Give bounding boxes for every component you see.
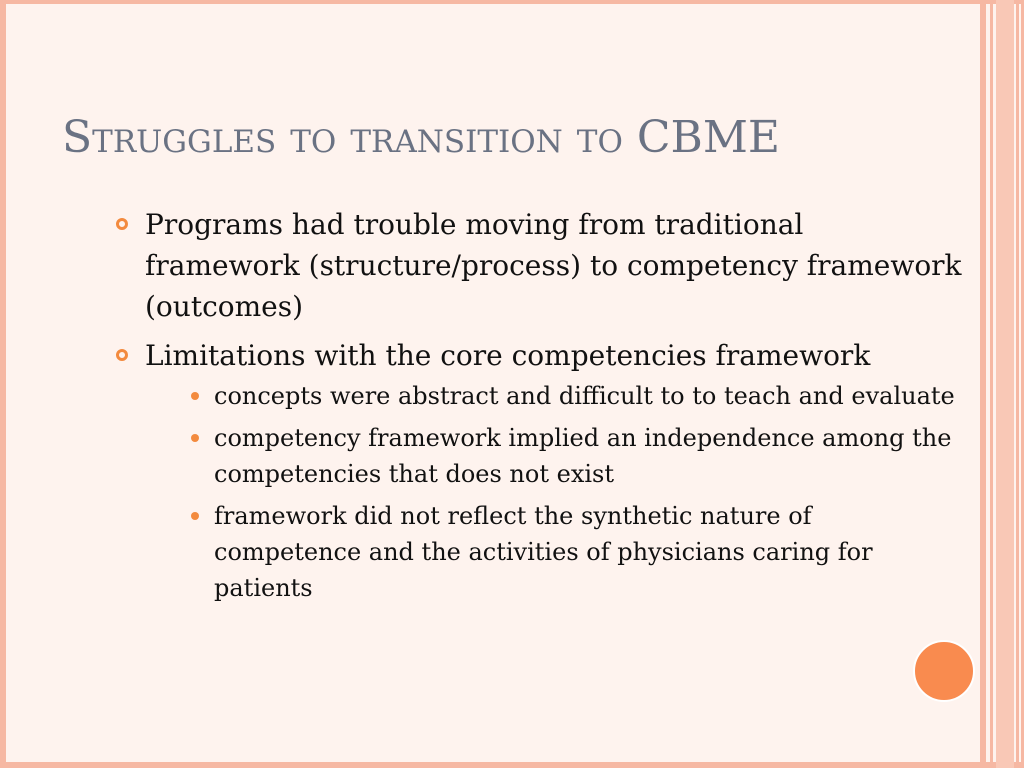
slide-title: Struggles to transition to CBME xyxy=(62,112,781,163)
sub-bullet-text: concepts were abstract and difficult to to teach and evaluate xyxy=(214,382,955,410)
bullet-text: Limitations with the core competencies framework xyxy=(145,339,871,372)
right-stripe xyxy=(990,0,993,768)
filled-circle-bullet-icon xyxy=(191,392,199,400)
bullet-text: Programs had trouble moving from traditional framework (structure/process) to competency framework (outcomes) xyxy=(145,208,962,323)
bullet-item xyxy=(116,204,966,327)
bullet-item xyxy=(116,335,966,606)
filled-circle-bullet-icon xyxy=(191,434,199,442)
hollow-circle-bullet-icon xyxy=(116,349,128,361)
slide-content xyxy=(116,204,966,614)
hollow-circle-bullet-icon xyxy=(116,218,128,230)
bullet-list xyxy=(116,204,966,606)
right-stripe xyxy=(1016,0,1019,768)
sub-bullet-list xyxy=(145,378,966,606)
right-stripe xyxy=(980,0,986,768)
frame-bottom-border xyxy=(0,762,1024,768)
filled-circle-bullet-icon xyxy=(191,512,199,520)
sub-bullet-text: competency framework implied an independence among the competencies that does not exist xyxy=(214,424,952,488)
orange-circle-decoration xyxy=(913,640,975,702)
sub-bullet-item xyxy=(185,378,966,414)
sub-bullet-item xyxy=(185,498,966,606)
right-stripe xyxy=(996,0,1014,768)
frame-left-border xyxy=(0,0,6,768)
sub-bullet-item xyxy=(185,420,966,492)
frame-top-border xyxy=(0,0,1024,4)
sub-bullet-text: framework did not reflect the synthetic nature of competence and the activities of physicians caring for patients xyxy=(214,502,873,602)
